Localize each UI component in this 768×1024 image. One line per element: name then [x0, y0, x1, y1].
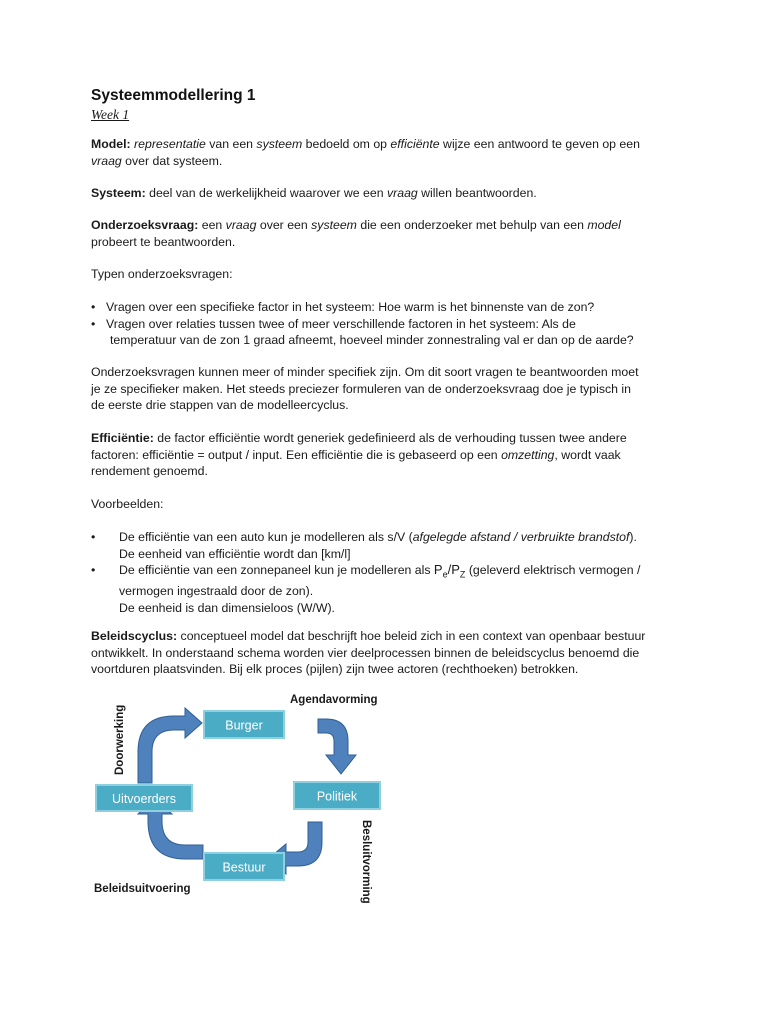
systeem-definition: Systeem: deel van de werkelijkheid waarover we een vraag willen beantwoorden.: [91, 186, 537, 200]
process-beleidsuitvoering-label: Beleidsuitvoering: [94, 883, 191, 895]
actor-politiek: [294, 782, 380, 809]
bullet-icon: •: [91, 300, 96, 314]
page-title: Systeemmodellering 1: [91, 87, 256, 104]
bullet-icon: •: [91, 563, 96, 578]
specificity-paragraph: Onderzoeksvragen kunnen meer of minder specifiek zijn. Om dit soort vragen te beantwoorden moet je ze specifieker maken. Het steeds preciezer formuleren van de onderzoeksvraag doe je typisch in de eerste drie stappen van de modelleercyclus.: [91, 365, 639, 413]
actor-burger-label: Burger: [225, 718, 263, 733]
actor-politiek-label: Politiek: [316, 789, 358, 804]
process-besluitvorming-label: Besluitvorming: [360, 820, 372, 904]
process-agendavorming-label: Agendavorming: [290, 694, 378, 706]
examples-heading: Voorbeelden:: [91, 497, 164, 511]
types-list: • Vragen over een specifieke factor in het systeem: Hoe warm is het binnenste van de zon? • Vragen over relaties tussen twee of meer verschillende factoren in het systeem: Als de temperatuur van de zon 1 graad afneemt, hoeveel minder zonnestraling val er dan op de aarde?: [91, 299, 691, 349]
model-definition: Model: representatie van een systeem bedoeld om op efficiënte wijze een antwoord te geven op een vraag over dat systeem.: [91, 137, 640, 168]
actor-bestuur: [204, 853, 284, 880]
process-doorwerking-label: Doorwerking: [114, 704, 126, 775]
list-item: • Vragen over een specifieke factor in het systeem: Hoe warm is het binnenste van de zon?: [91, 300, 595, 314]
formula: $P_e/P_Z$: [433, 562, 466, 580]
list-item: • De efficiëntie van een auto kun je modelleren als s/V (afgelegde afstand / verbruikte brandstof).: [91, 530, 637, 544]
term-model: Model:: [91, 137, 131, 151]
policy-definition: Beleidscyclus: conceptueel model dat beschrijft hoe beleid zich in een context van openbaar bestuur ontwikkelt. In onderstaand schema worden vier deelprocessen binnen de beleidscyclus benoemd die voortduren plaatsvinden. Bij elk proces (pijlen) zijn twee actoren (rechthoeken) betrokken.: [91, 629, 646, 677]
actor-bestuur-label: Bestuur: [222, 860, 266, 875]
policy-cycle-diagram: [86, 686, 396, 911]
actor-uitvoerders: [96, 785, 192, 811]
list-item: • De efficiëntie van een zonnepaneel kun je modelleren als $P_e/P_Z$ (geleverd elektrisch vermogen /: [91, 562, 641, 580]
page-subtitle: Week 1: [91, 107, 130, 122]
arrow-agendavorming: [318, 719, 356, 774]
actor-burger: [204, 711, 284, 738]
arrow-doorwerking: [138, 708, 202, 783]
term-systeem: Systeem:: [91, 186, 146, 200]
list-item: • Vragen over relaties tussen twee of meer verschillende factoren in het systeem: Als de: [91, 316, 576, 331]
efficiency-definition: Efficiëntie: de factor efficiëntie wordt generiek gedefinieerd als de verhouding tussen twee andere factoren: efficiëntie = output / input. Een efficiëntie die is gebaseerd op een omzetting, wordt vaak rendement genoemd.: [91, 431, 627, 479]
onderzoeksvraag-definition: Onderzoeksvraag: een vraag over een systeem die een onderzoeker met behulp van een model probeert te beantwoorden.: [91, 218, 621, 249]
bullet-icon: •: [91, 316, 96, 331]
term-efficiency: Efficiëntie:: [91, 431, 154, 445]
term-onderzoeksvraag: Onderzoeksvraag:: [91, 218, 199, 232]
term-beleidscyclus: Beleidscyclus:: [91, 629, 178, 643]
examples-list: • De efficiëntie van een auto kun je modelleren als s/V (afgelegde afstand / verbruikte brandstof). De eenheid van efficiëntie wordt dan [km/l] • De efficiëntie van een zonnepaneel kun je modelleren als $P_e/P_Z$ (geleverd elektrisch vermogen / vermogen ingestraald door de zon). De eenheid is dan dimensieloos (W/W).: [91, 529, 691, 616]
actor-uitvoerders-label: Uitvoerders: [112, 792, 176, 806]
types-heading: Typen onderzoeksvragen:: [91, 267, 233, 281]
bullet-icon: •: [91, 530, 96, 544]
